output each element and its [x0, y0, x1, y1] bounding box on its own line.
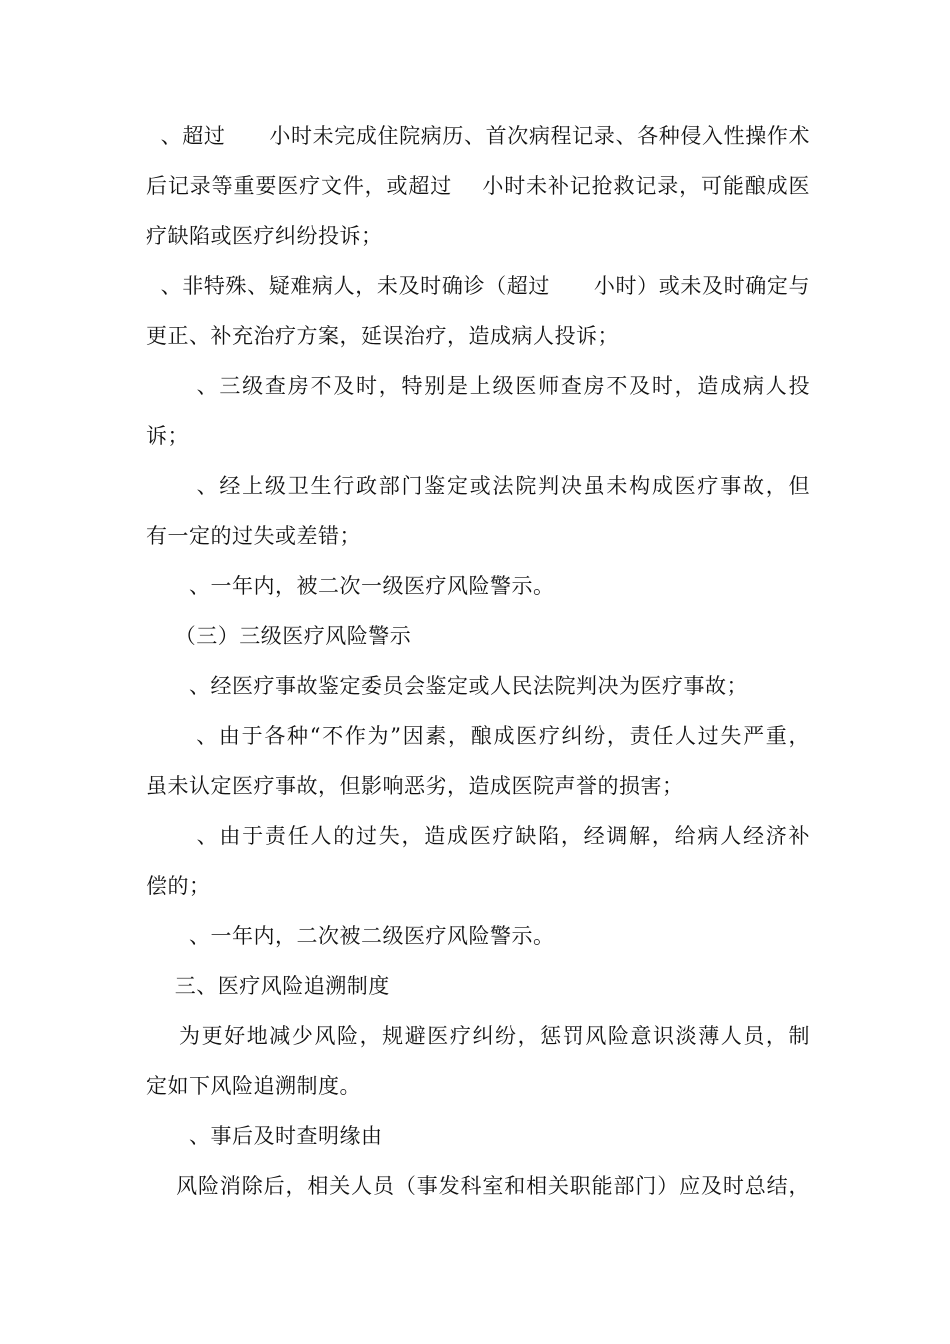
text-line-1: 、超过 小时未完成住院病历、首次病程记录、各种侵入性操作术	[146, 124, 810, 148]
text-line-20: 定如下风险追溯制度。	[146, 1074, 361, 1098]
text-line-21: 、事后及时查明缘由	[146, 1124, 383, 1148]
text-line-2: 后记录等重要医疗文件，或超过 小时未补记抢救记录，可能酿成医	[146, 174, 810, 198]
text-line-13: 、由于各种“不作为”因素，酿成医疗纠纷，责任人过失严重，	[146, 724, 810, 748]
section-heading-trace: 三、医疗风险追溯制度	[146, 974, 390, 998]
text-line-19: 为更好地减少风险，规避医疗纠纷，惩罚风险意识淡薄人员，制	[146, 1024, 810, 1048]
section-heading-three: （三）三级医疗风险警示	[146, 624, 412, 648]
text-line-9: 有一定的过失或差错；	[146, 524, 361, 548]
text-line-15: 、由于责任人的过失，造成医疗缺陷，经调解，给病人经济补	[146, 824, 810, 848]
text-line-7: 诉；	[146, 424, 189, 448]
text-line-8: 、经上级卫生行政部门鉴定或法院判决虽未构成医疗事故，但	[146, 474, 810, 498]
text-line-16: 偿的；	[146, 874, 211, 898]
text-line-12: 、经医疗事故鉴定委员会鉴定或人民法院判决为医疗事故；	[146, 674, 749, 698]
text-line-3: 疗缺陷或医疗纠纷投诉；	[146, 224, 383, 248]
text-line-17: 、一年内，二次被二级医疗风险警示。	[146, 924, 555, 948]
text-line-14: 虽未认定医疗事故，但影响恶劣，造成医院声誉的损害；	[146, 774, 684, 798]
text-line-22: 风险消除后，相关人员（事发科室和相关职能部门）应及时总结，	[146, 1174, 810, 1198]
text-line-6: 、三级查房不及时，特别是上级医师查房不及时，造成病人投	[146, 374, 810, 398]
text-line-5: 更正、补充治疗方案，延误治疗，造成病人投诉；	[146, 324, 619, 348]
text-line-10: 、一年内，被二次一级医疗风险警示。	[146, 574, 555, 598]
text-line-4: 、非特殊、疑难病人，未及时确诊（超过 小时）或未及时确定与	[146, 274, 810, 298]
